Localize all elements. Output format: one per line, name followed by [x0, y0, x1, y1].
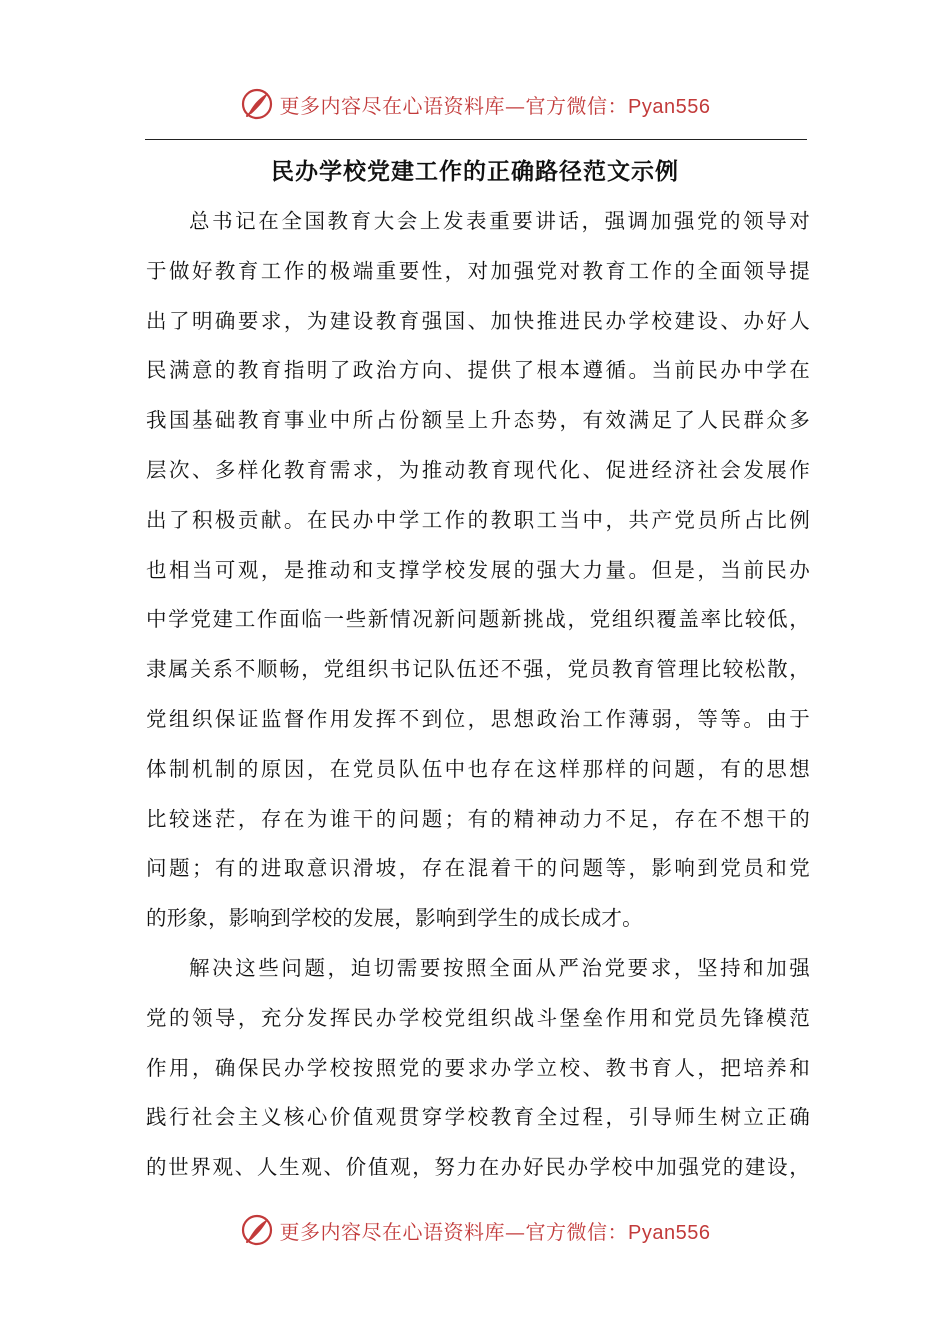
body-line: 问题；有的进取意识滑坡，存在混着干的问题等，影响到党员和党 [146, 856, 810, 881]
body-line: 隶属关系不顺畅，党组织书记队伍还不强，党员教育管理比较松散， [146, 657, 810, 682]
body-line: 中学党建工作面临一些新情况新问题新挑战，党组织覆盖率比较低， [146, 607, 810, 632]
header-watermark [0, 82, 950, 126]
body-line: 的世界观、人生观、价值观，努力在办好民办学校中加强党的建设， [146, 1155, 810, 1180]
body-line: 于做好教育工作的极端重要性，对加强党对教育工作的全面领导提 [146, 258, 810, 283]
body-line: 的形象，影响到学校的发展，影响到学生的成长成才。 [146, 906, 643, 931]
body-line: 总书记在全国教育大会上发表重要讲话，强调加强党的领导对 [189, 209, 810, 233]
body-line: 体制机制的原因，在党员队伍中也存在这样那样的问题，有的思想 [146, 756, 810, 781]
wechat-id: Pyan556 [628, 1221, 711, 1244]
document-title: 民办学校党建工作的正确路径范文示例 [271, 159, 679, 185]
body-line: 比较迷茫，存在为谁干的问题；有的精神动力不足，存在不想干的 [146, 806, 810, 831]
body-line: 层次、多样化教育需求，为推动教育现代化、促进经济社会发展作 [146, 457, 810, 482]
body-line: 党的领导，充分发挥民办学校党组织战斗堡垒作用和党员先锋模范 [146, 1005, 810, 1030]
header-divider [145, 139, 807, 140]
body-line: 出了积极贡献。在民办中学工作的教职工当中，共产党员所占比例 [146, 507, 810, 532]
document-body [146, 197, 810, 1193]
body-line: 我国基础教育事业中所占份额呈上升态势，有效满足了人民群众多 [146, 408, 810, 433]
body-line: 党组织保证监督作用发挥不到位，思想政治工作薄弱，等等。由于 [146, 706, 810, 731]
quill-pen-logo-icon [240, 1213, 274, 1247]
body-line: 作用，确保民办学校按照党的要求办学立校、教书育人，把培养和 [146, 1055, 810, 1080]
body-line: 出了明确要求，为建设教育强国、加快推进民办学校建设、办好人 [146, 308, 810, 333]
quill-pen-logo-icon [240, 87, 274, 121]
footer-watermark-text: 更多内容尽在心语资料库—官方微信：Pyan556 [279, 1219, 711, 1244]
footer-watermark [0, 1208, 950, 1252]
wechat-id: Pyan556 [628, 95, 711, 118]
body-line: 也相当可观，是推动和支撑学校发展的强大力量。但是，当前民办 [146, 557, 810, 582]
body-line: 民满意的教育指明了政治方向、提供了根本遵循。当前民办中学在 [146, 358, 810, 383]
header-watermark-text: 更多内容尽在心语资料库—官方微信：Pyan556 [279, 93, 711, 118]
header-watermark-group [240, 87, 711, 121]
body-line: 解决这些问题，迫切需要按照全面从严治党要求，坚持和加强 [189, 955, 810, 980]
body-line: 践行社会主义核心价值观贯穿学校教育全过程，引导师生树立正确 [146, 1105, 810, 1130]
footer-watermark-group [240, 1213, 711, 1247]
